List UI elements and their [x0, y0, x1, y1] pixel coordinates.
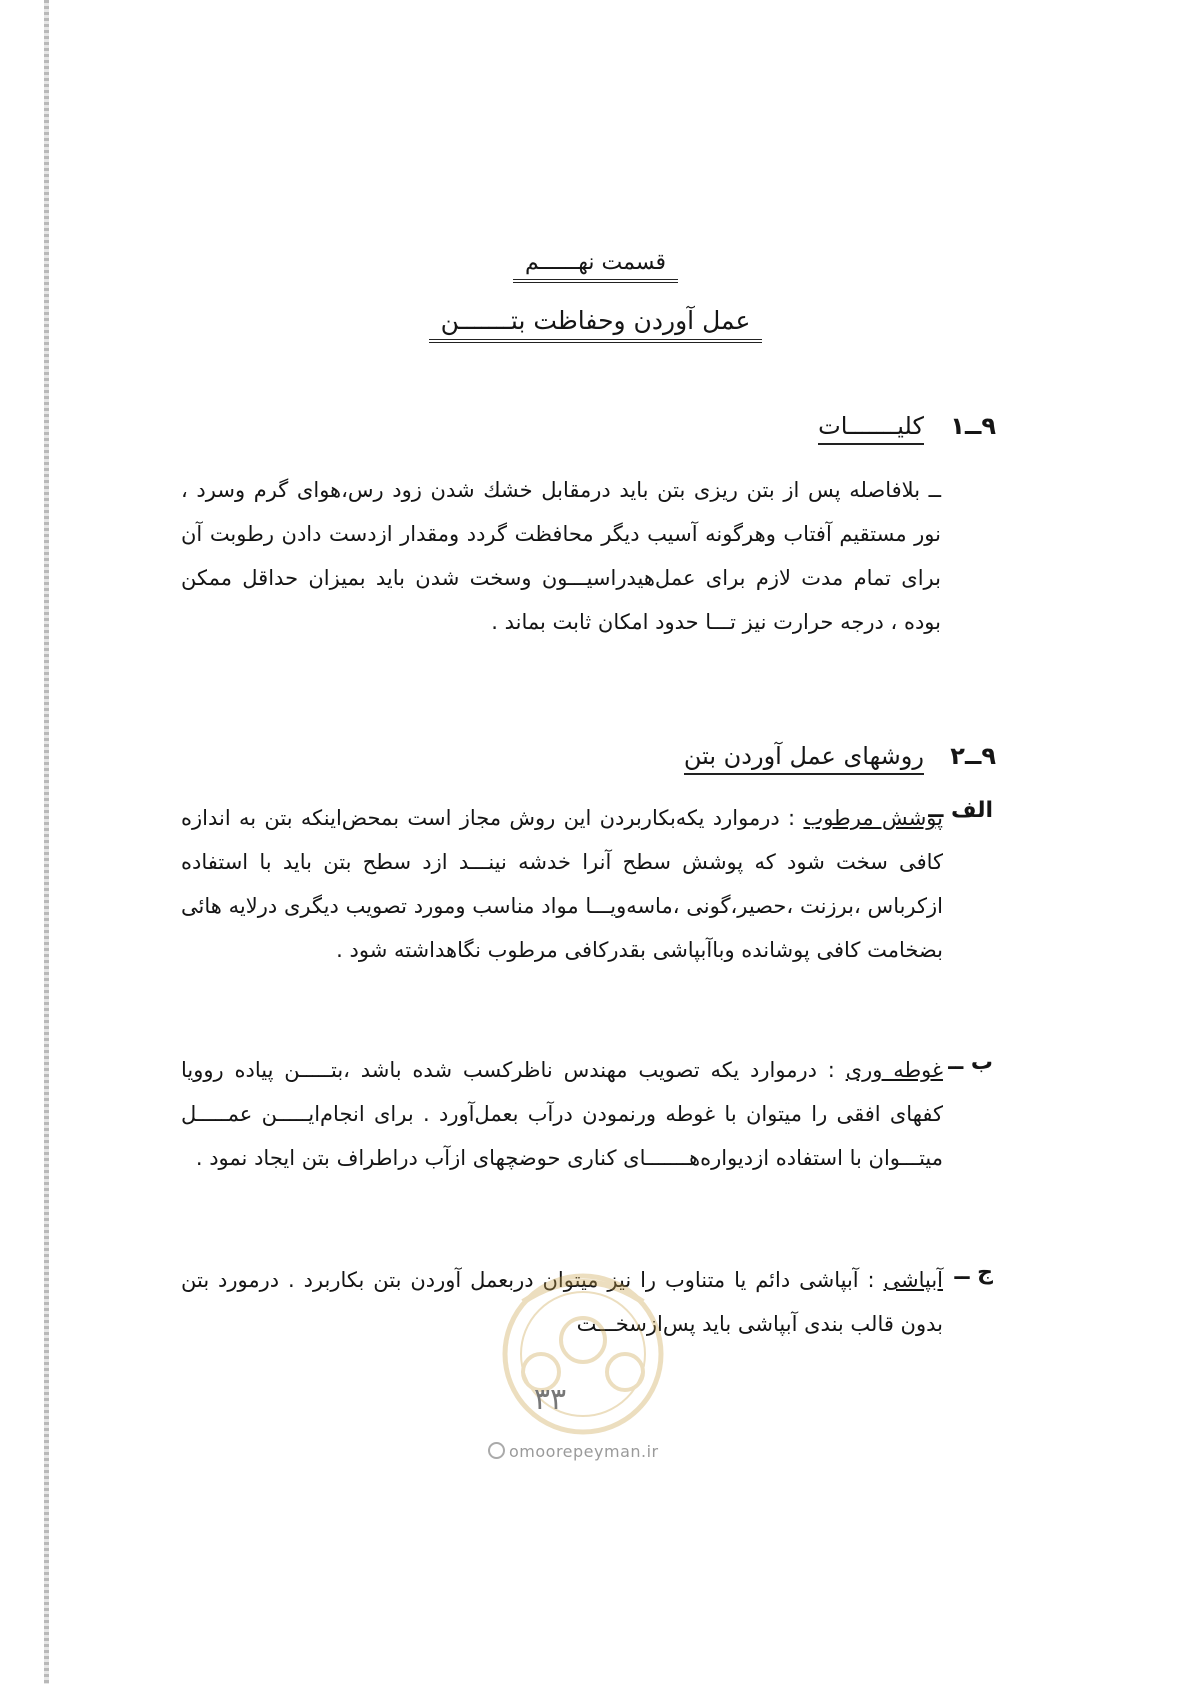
- page-number: ۳۳: [533, 1382, 567, 1417]
- chapter-title-text: عمل آوردن وحفاظت بتـــــــن: [429, 306, 763, 343]
- item-text: : درموارد یکه‌بکاربردن این روش مجاز است بمحض‌اینکه بتن به اندازه کافی سخت شود که پوشش سطح آنرا خدشه نینـــد ازد سطح بتن باید با استفاده ازکرباس ،برزنت ،حصیر،گونی ،ماسه‌ویـــا مواد مناسب ومورد تصویب دیگری درلایه هائی بضخامت کافی پوشانده وباآبپاشی بقدرکافی مرطوب نگاهداشته شود .: [181, 806, 943, 962]
- at-icon: [488, 1442, 505, 1459]
- section-general-paragraph: ــ بلافاصله پس از بتن ریزی بتن باید درمقابل خشك شدن زود رس،هوای گرم وسرد ، نور مستقیم آفتاب وهرگونه آسیب دیگر محافظت گردد ومقدار ازدست دادن رطوبت آن برای تمام مدت لازم برای عمل‌هیدراسیـــون وسخت شدن باید بمیزان حداقل ممکن بوده ، درجه حرارت نیز تـــا حدود امکان ثابت بماند .: [181, 478, 941, 634]
- item-marker-be: ب ــ: [948, 1050, 993, 1075]
- section-number: ۹ــ۲: [950, 742, 996, 770]
- part-title-text: قسمت نهــــــم: [513, 250, 678, 283]
- section-heading-curing-methods: [684, 742, 996, 770]
- item-immersion: [181, 1048, 943, 1180]
- item-text: : آبپاشی دائم یا متناوب را نیز میتوان دربعمل آوردن بتن بکاربرد . درمورد بتن بدون قالب بندی آبپاشی باید پس‌ازسخـــت: [181, 1268, 943, 1336]
- item-term: آبپاشی: [883, 1268, 943, 1292]
- item-term: غوطه وری: [845, 1058, 943, 1082]
- section-heading-general: [818, 412, 996, 440]
- watermark-site-text: omoorepeyman.ir: [509, 1442, 659, 1461]
- item-marker-jim: ج ــ: [954, 1260, 993, 1285]
- item-marker-alef: الف ــ: [928, 798, 993, 823]
- item-wet-covering: [181, 796, 943, 972]
- section-title: روشهای عمل آوردن بتن: [684, 742, 924, 775]
- watermark-seal: [463, 1262, 703, 1462]
- part-title: [0, 250, 1191, 283]
- section-number: ۹ــ۱: [950, 412, 996, 440]
- watermark-site: [488, 1442, 659, 1461]
- chapter-title: [0, 306, 1191, 343]
- section-title: کلیـــــــات: [818, 412, 924, 445]
- item-text: : درموارد یکه تصویب مهندس ناظرکسب شده باشد ،بتـــــن پیاده روویا کفهای افقی را میتوان با غوطه ورنمودن درآب بعمل‌آورد . برای انجام‌ایـــــن عمـــــل میتـــوان با استفاده ازدیواره‌هـــــــای کناری حوضچهای ازآب دراطراف بتن ایجاد نمود .: [181, 1058, 943, 1170]
- item-term: پوشش مرطوب: [803, 806, 943, 830]
